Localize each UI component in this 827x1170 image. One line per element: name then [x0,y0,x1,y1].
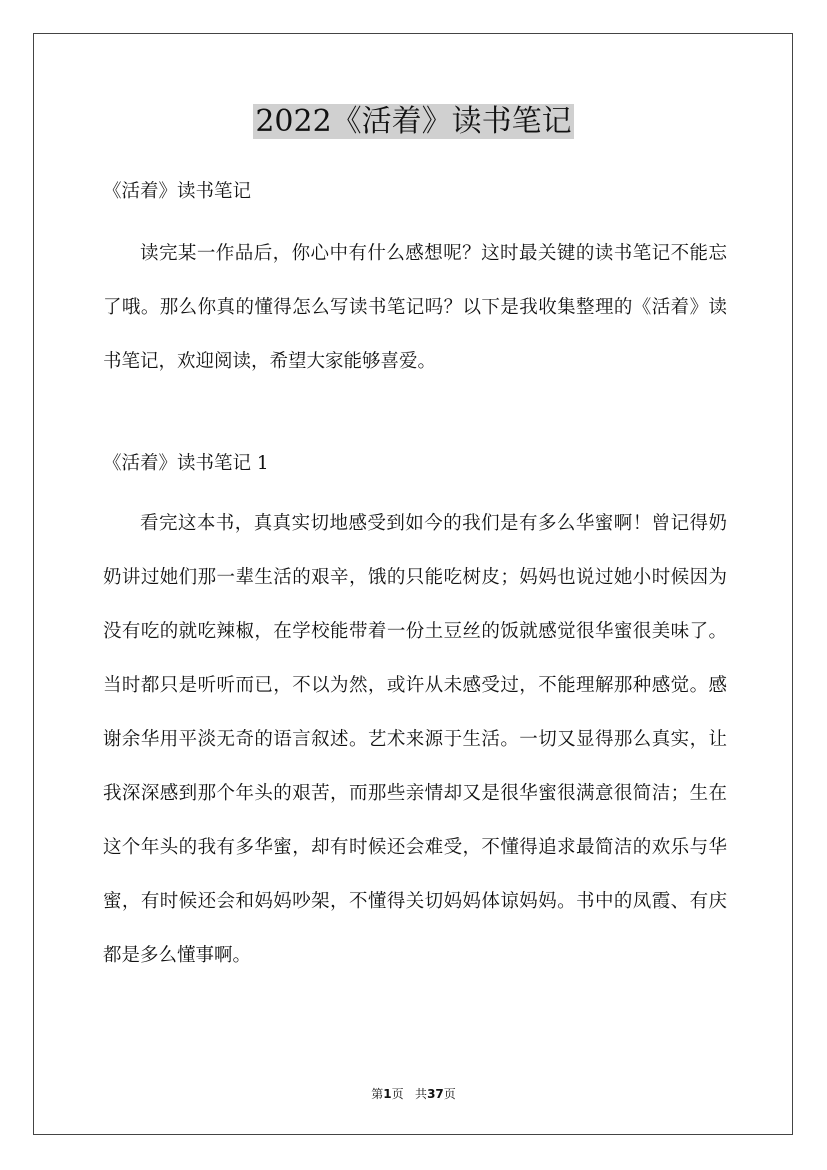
footer-total-prefix: 共 [415,1087,428,1101]
footer-prefix: 第 [371,1087,384,1101]
page-footer [0,1085,827,1102]
note1-paragraph: 看完这本书，真真实切地感受到如今的我们是有多么华蜜啊！曾记得奶奶讲过她们那一辈生活的艰辛，饿的只能吃树皮；妈妈也说过她小时候因为没有吃的就吃辣椒，在学校能带着一份土豆丝的饭就感觉很华蜜很美味了。当时都只是听听而已，不以为然，或许从未感受过，不能理解那种感觉。感谢余华用平淡无奇的语言叙述。艺术来源于生活。一切又显得那么真实，让我深深感到那个年头的艰苦，而那些亲情却又是很华蜜很满意很简洁；生在这个年头的我有多华蜜，却有时候还会难受，不懂得追求最简洁的欢乐与华蜜，有时候还会和妈妈吵架，不懂得关切妈妈体谅妈妈。书中的凤霞、有庆都是多么懂事啊。 [103,513,727,966]
footer-total-suffix: 页 [443,1087,456,1101]
document-title [0,100,827,144]
footer-total-pages: 37 [427,1087,444,1101]
document-title-text: 2022《活着》读书笔记 [255,104,572,139]
footer-page-suffix: 页 [391,1087,404,1101]
intro-heading: 《活着》读书笔记 [103,181,252,202]
footer-page-number: 1 [383,1087,392,1101]
note1-heading: 《活着》读书笔记 1 [103,453,269,474]
intro-paragraph: 读完某一作品后，你心中有什么感想呢？这时最关键的读书笔记不能忘了哦。那么你真的懂得怎么写读书笔记吗？以下是我收集整理的《活着》读书笔记，欢迎阅读，希望大家能够喜爱。 [103,243,727,372]
